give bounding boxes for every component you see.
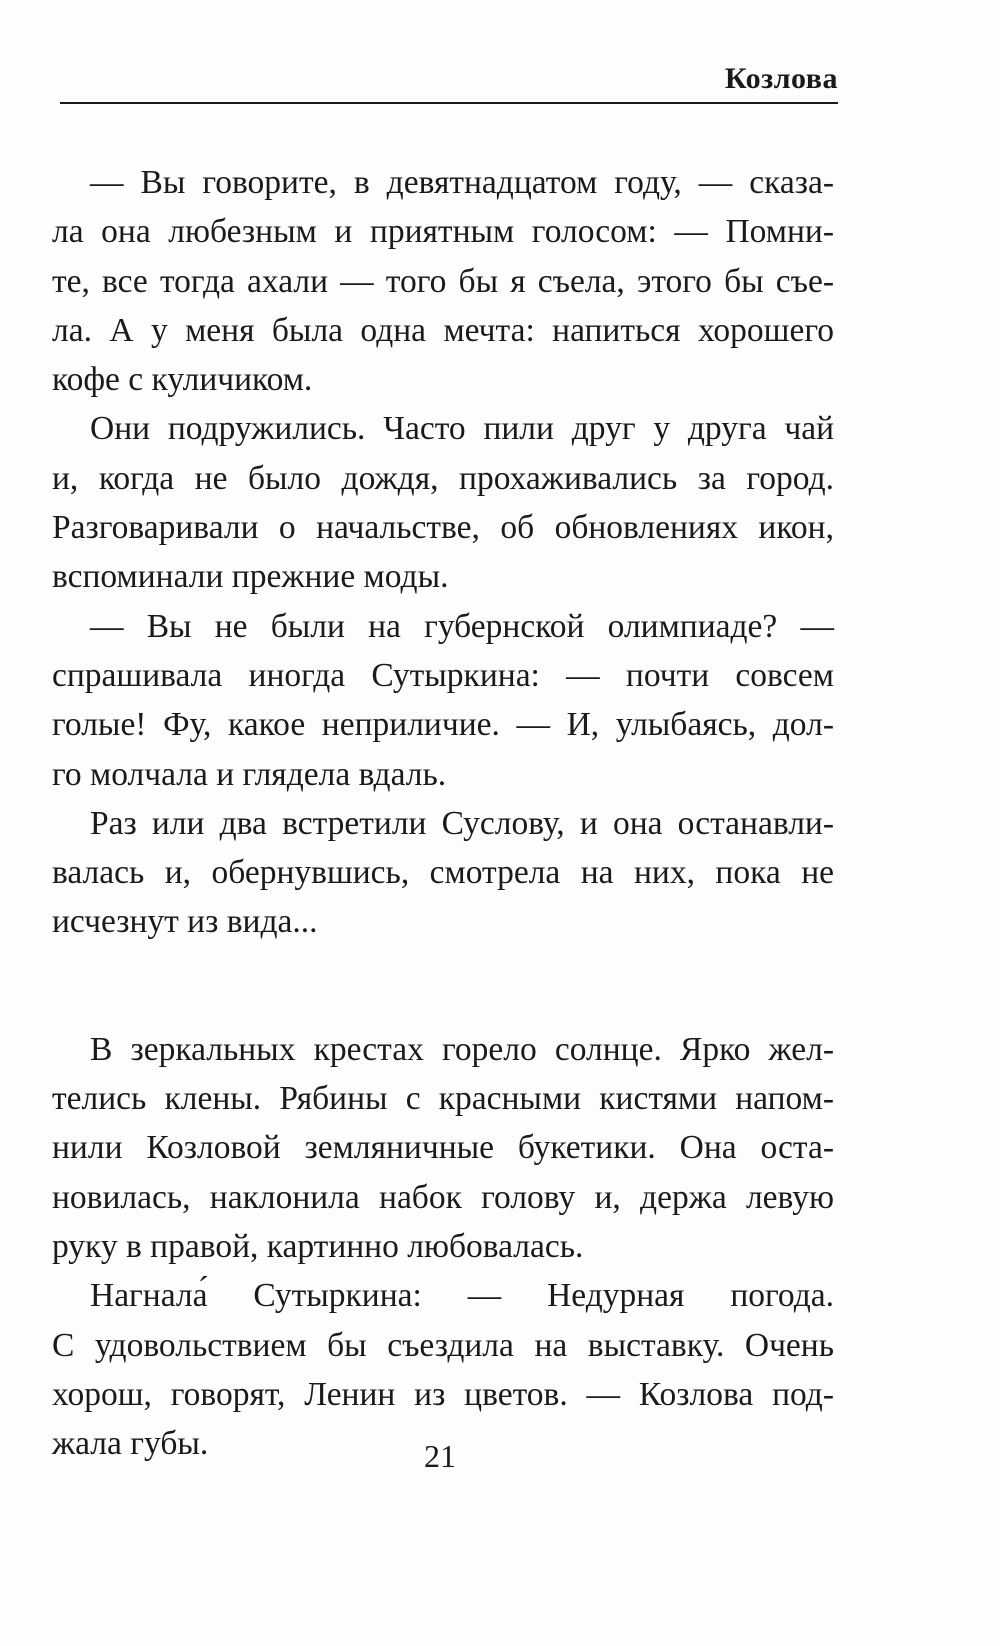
- text-line: валась и, обернувшись, смотрела на них, пока не: [52, 854, 834, 892]
- text-line: голые! Фу, какое неприличие. — И, улыбаясь, дол-: [52, 706, 834, 744]
- text-line: исчезнут из вида...: [52, 903, 318, 941]
- paragraph-4: [52, 799, 834, 947]
- text-line: Разговаривали о начальстве, об обновлениях икон,: [52, 509, 834, 547]
- paragraph-1: [52, 158, 834, 404]
- text-line: ла она любезным и приятным голосом: — Помни-: [52, 213, 834, 251]
- text-line: хорош, говорят, Ленин из цветов. — Козлова под-: [52, 1375, 834, 1413]
- text-line: В зеркальных крестах горело солнце. Ярко жел-: [90, 1030, 834, 1068]
- text-line: и, когда не было дождя, прохаживались за город.: [52, 459, 834, 497]
- text-line: — Вы не были на губернской олимпиаде? —: [90, 607, 834, 645]
- text-line: Раз или два встретили Суслову, и она останавли-: [90, 804, 834, 842]
- text-line: С удовольствием бы съездила на выставку. Очень: [52, 1326, 834, 1364]
- text-line: Они подружились. Часто пили друг у друга чай: [90, 410, 834, 448]
- paragraph-5: [52, 1025, 834, 1271]
- text-line: нили Козловой земляничные букетики. Она оста-: [52, 1129, 834, 1167]
- paragraph-2: [52, 404, 834, 601]
- text-line: спрашивала иногда Сутыркина: — почти совсем: [52, 656, 834, 694]
- running-header: [60, 60, 838, 104]
- text-line: ла. А у меня была одна мечта: напиться хорошего: [52, 311, 834, 349]
- section-break: [52, 947, 834, 1025]
- text-line: руку в правой, картинно любовалась.: [52, 1227, 584, 1265]
- text-line: — Вы говорите, в девятнадцатом году, — сказа-: [90, 164, 834, 201]
- text-line: жала губы.: [52, 1425, 209, 1463]
- body-text: [52, 158, 834, 1468]
- running-title: Козлова: [724, 62, 838, 95]
- text-line: новилась, наклонила набок голову и, держа левую: [52, 1178, 834, 1216]
- text-line: кофе с куличиком.: [52, 361, 313, 399]
- text-line: Нагнала́ Сутыркина: — Недурная погода.: [90, 1277, 834, 1315]
- text-line: те, все тогда ахали — того бы я съела, этого бы съе-: [52, 262, 834, 300]
- paragraph-3: [52, 602, 834, 799]
- text-line: телись клены. Рябины с красными кистями напом-: [52, 1080, 834, 1118]
- text-line: го молчала и глядела вдаль.: [52, 755, 447, 793]
- page-number: 21: [424, 1438, 456, 1474]
- text-line: вспоминали прежние моды.: [52, 558, 449, 596]
